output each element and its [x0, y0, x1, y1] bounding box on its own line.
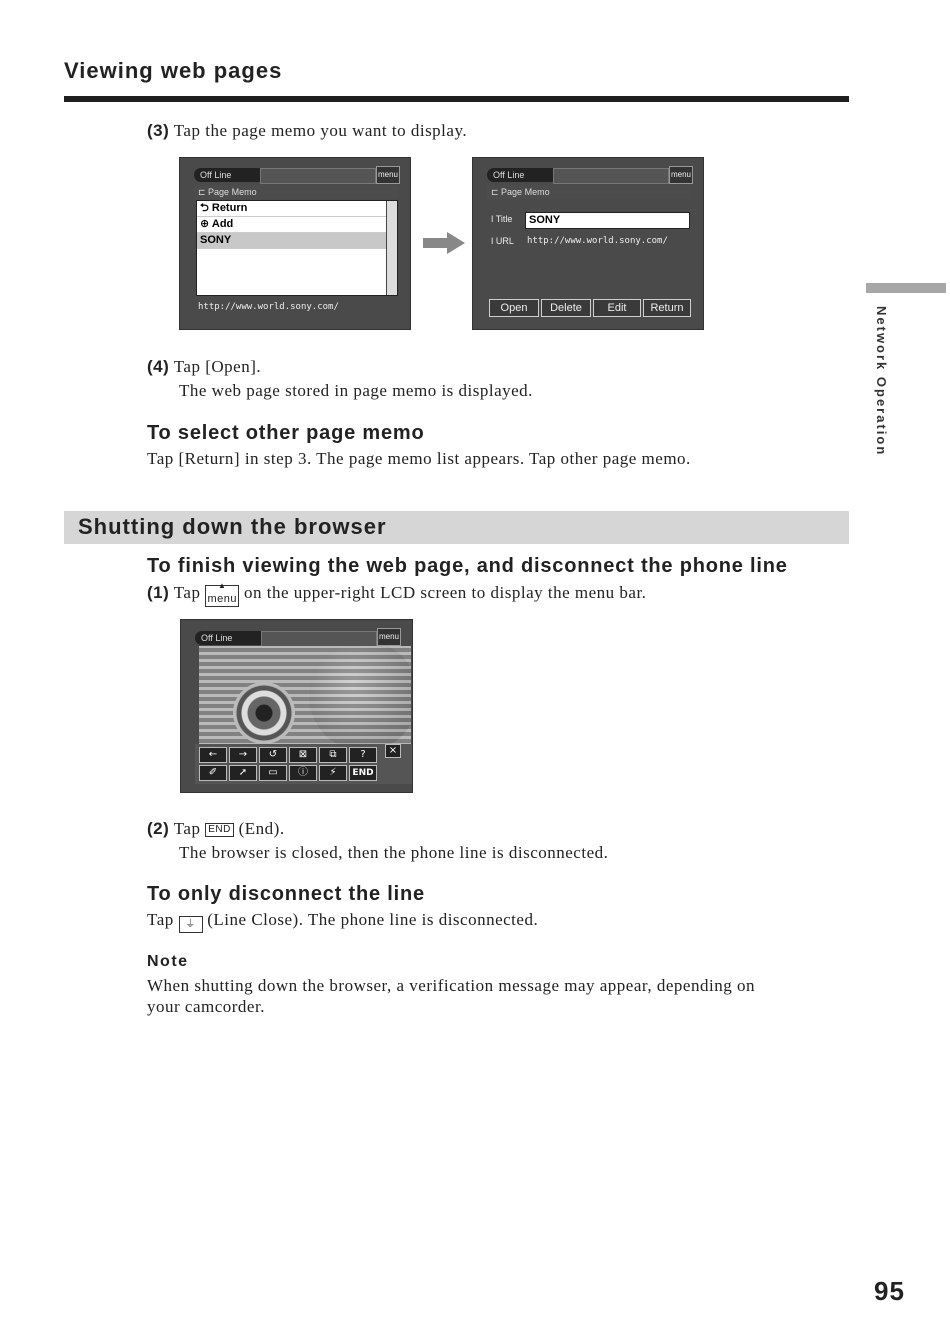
step-4-detail: The web page stored in page memo is displayed.: [179, 381, 533, 400]
jump-icon[interactable]: ➚: [229, 765, 257, 781]
offline-status: Off Line: [194, 168, 266, 182]
step-2-detail: The browser is closed, then the phone line is disconnected.: [179, 843, 609, 862]
url-value: http://www.world.sony.com/: [527, 236, 668, 246]
side-tab-label: Network Operation: [874, 306, 889, 457]
step-text: (Line Close). The phone line is disconnected.: [207, 910, 539, 929]
url-label-text: URL: [495, 236, 514, 246]
menu-key-icon: ▲ menu: [205, 585, 239, 607]
finish-step-1: [147, 581, 646, 607]
lcd-page-memo-detail: [472, 157, 704, 330]
note-line-2: your camcorder.: [147, 997, 265, 1016]
step-number: (1): [147, 583, 170, 602]
note-heading: Note: [147, 953, 189, 970]
delete-button[interactable]: Delete: [541, 299, 591, 317]
edit-button[interactable]: Edit: [593, 299, 641, 317]
step-number: (3): [147, 121, 170, 140]
title-label-text: Title: [495, 214, 513, 224]
end-key-icon: END: [205, 823, 234, 837]
select-other-text: Tap [Return] in step 3. The page memo list appears. Tap other page memo.: [147, 449, 691, 468]
lens-image: [233, 682, 295, 744]
stripes: [199, 646, 411, 746]
finish-heading: To finish viewing the web page, and disconnect the phone line: [147, 555, 788, 577]
menu-button[interactable]: menu: [376, 166, 400, 184]
page-number: 95: [874, 1276, 905, 1306]
page-heading: Viewing web pages: [64, 58, 283, 83]
line-close-key-icon: ⏚: [179, 916, 203, 933]
display-icon[interactable]: ▭: [259, 765, 287, 781]
back-icon[interactable]: ←: [199, 747, 227, 763]
disconnect-heading: To only disconnect the line: [147, 883, 425, 905]
right-arrow-icon: [423, 232, 465, 254]
stop-icon[interactable]: ⊠: [289, 747, 317, 763]
lcd-menu-bar-screen: [180, 619, 413, 793]
step-text: on the upper-right LCD screen to display the menu bar.: [243, 583, 647, 602]
select-other-heading: To select other page memo: [147, 422, 425, 444]
item-label: Return: [211, 202, 248, 214]
scrollbar[interactable]: [386, 201, 397, 295]
memo-list: [196, 200, 398, 296]
title-field[interactable]: SONY: [525, 212, 690, 229]
menu-button[interactable]: menu: [377, 628, 401, 646]
url-label: ǀ URL: [491, 236, 514, 246]
list-item[interactable]: ⊕ Add: [197, 217, 397, 233]
step-text: Tap the page memo you want to display.: [173, 121, 468, 140]
page-memo-icon[interactable]: ⧉: [319, 747, 347, 763]
forward-icon[interactable]: →: [229, 747, 257, 763]
help-icon[interactable]: ?: [349, 747, 377, 763]
url-text: http://www.world.sony.com/: [198, 302, 339, 312]
note-line-1: When shutting down the browser, a verification message may appear, depending on: [147, 976, 755, 995]
side-tab-bar: [866, 283, 946, 293]
status-bar: [553, 168, 669, 184]
disconnect-text: [147, 908, 538, 933]
page-memo-tab: ⊏ Page Memo: [194, 185, 398, 199]
list-item-selected[interactable]: [197, 233, 397, 249]
step-4: [147, 355, 261, 379]
line-close-icon[interactable]: ⚡: [319, 765, 347, 781]
step-text: Tap [Open].: [173, 357, 262, 376]
item-label: Add: [211, 218, 234, 230]
close-icon[interactable]: ×: [385, 744, 401, 758]
item-label: SONY: [200, 234, 232, 246]
page-memo-tab: ⊏ Page Memo: [487, 185, 691, 199]
lcd-page-memo-list: [179, 157, 411, 330]
info-icon[interactable]: ⓘ: [289, 765, 317, 781]
bookmark-icon[interactable]: ✐: [199, 765, 227, 781]
open-button[interactable]: Open: [489, 299, 539, 317]
heading-rule: [64, 96, 849, 102]
offline-status: Off Line: [195, 631, 267, 645]
menu-button[interactable]: menu: [669, 166, 693, 184]
step-3: [147, 119, 467, 143]
finish-step-2: [147, 817, 285, 841]
end-button[interactable]: END: [349, 765, 377, 781]
step-text: Tap: [173, 819, 201, 838]
offline-status: Off Line: [487, 168, 559, 182]
section-title: Shutting down the browser: [78, 514, 387, 539]
title-label: ǀ Title: [491, 214, 513, 224]
tab-label: Page Memo: [208, 187, 257, 197]
status-bar: [260, 168, 376, 184]
step-number: (2): [147, 819, 170, 838]
return-button[interactable]: Return: [643, 299, 691, 317]
reload-icon[interactable]: ↺: [259, 747, 287, 763]
web-page-image: [199, 646, 411, 746]
step-text: Tap: [147, 910, 174, 929]
step-text: (End).: [238, 819, 285, 838]
step-text: Tap: [173, 583, 201, 602]
list-item[interactable]: ⮌ Return: [197, 201, 397, 217]
step-number: (4): [147, 357, 170, 376]
tab-label: Page Memo: [501, 187, 550, 197]
menu-toolbar: [195, 744, 413, 784]
status-bar: [261, 631, 377, 647]
